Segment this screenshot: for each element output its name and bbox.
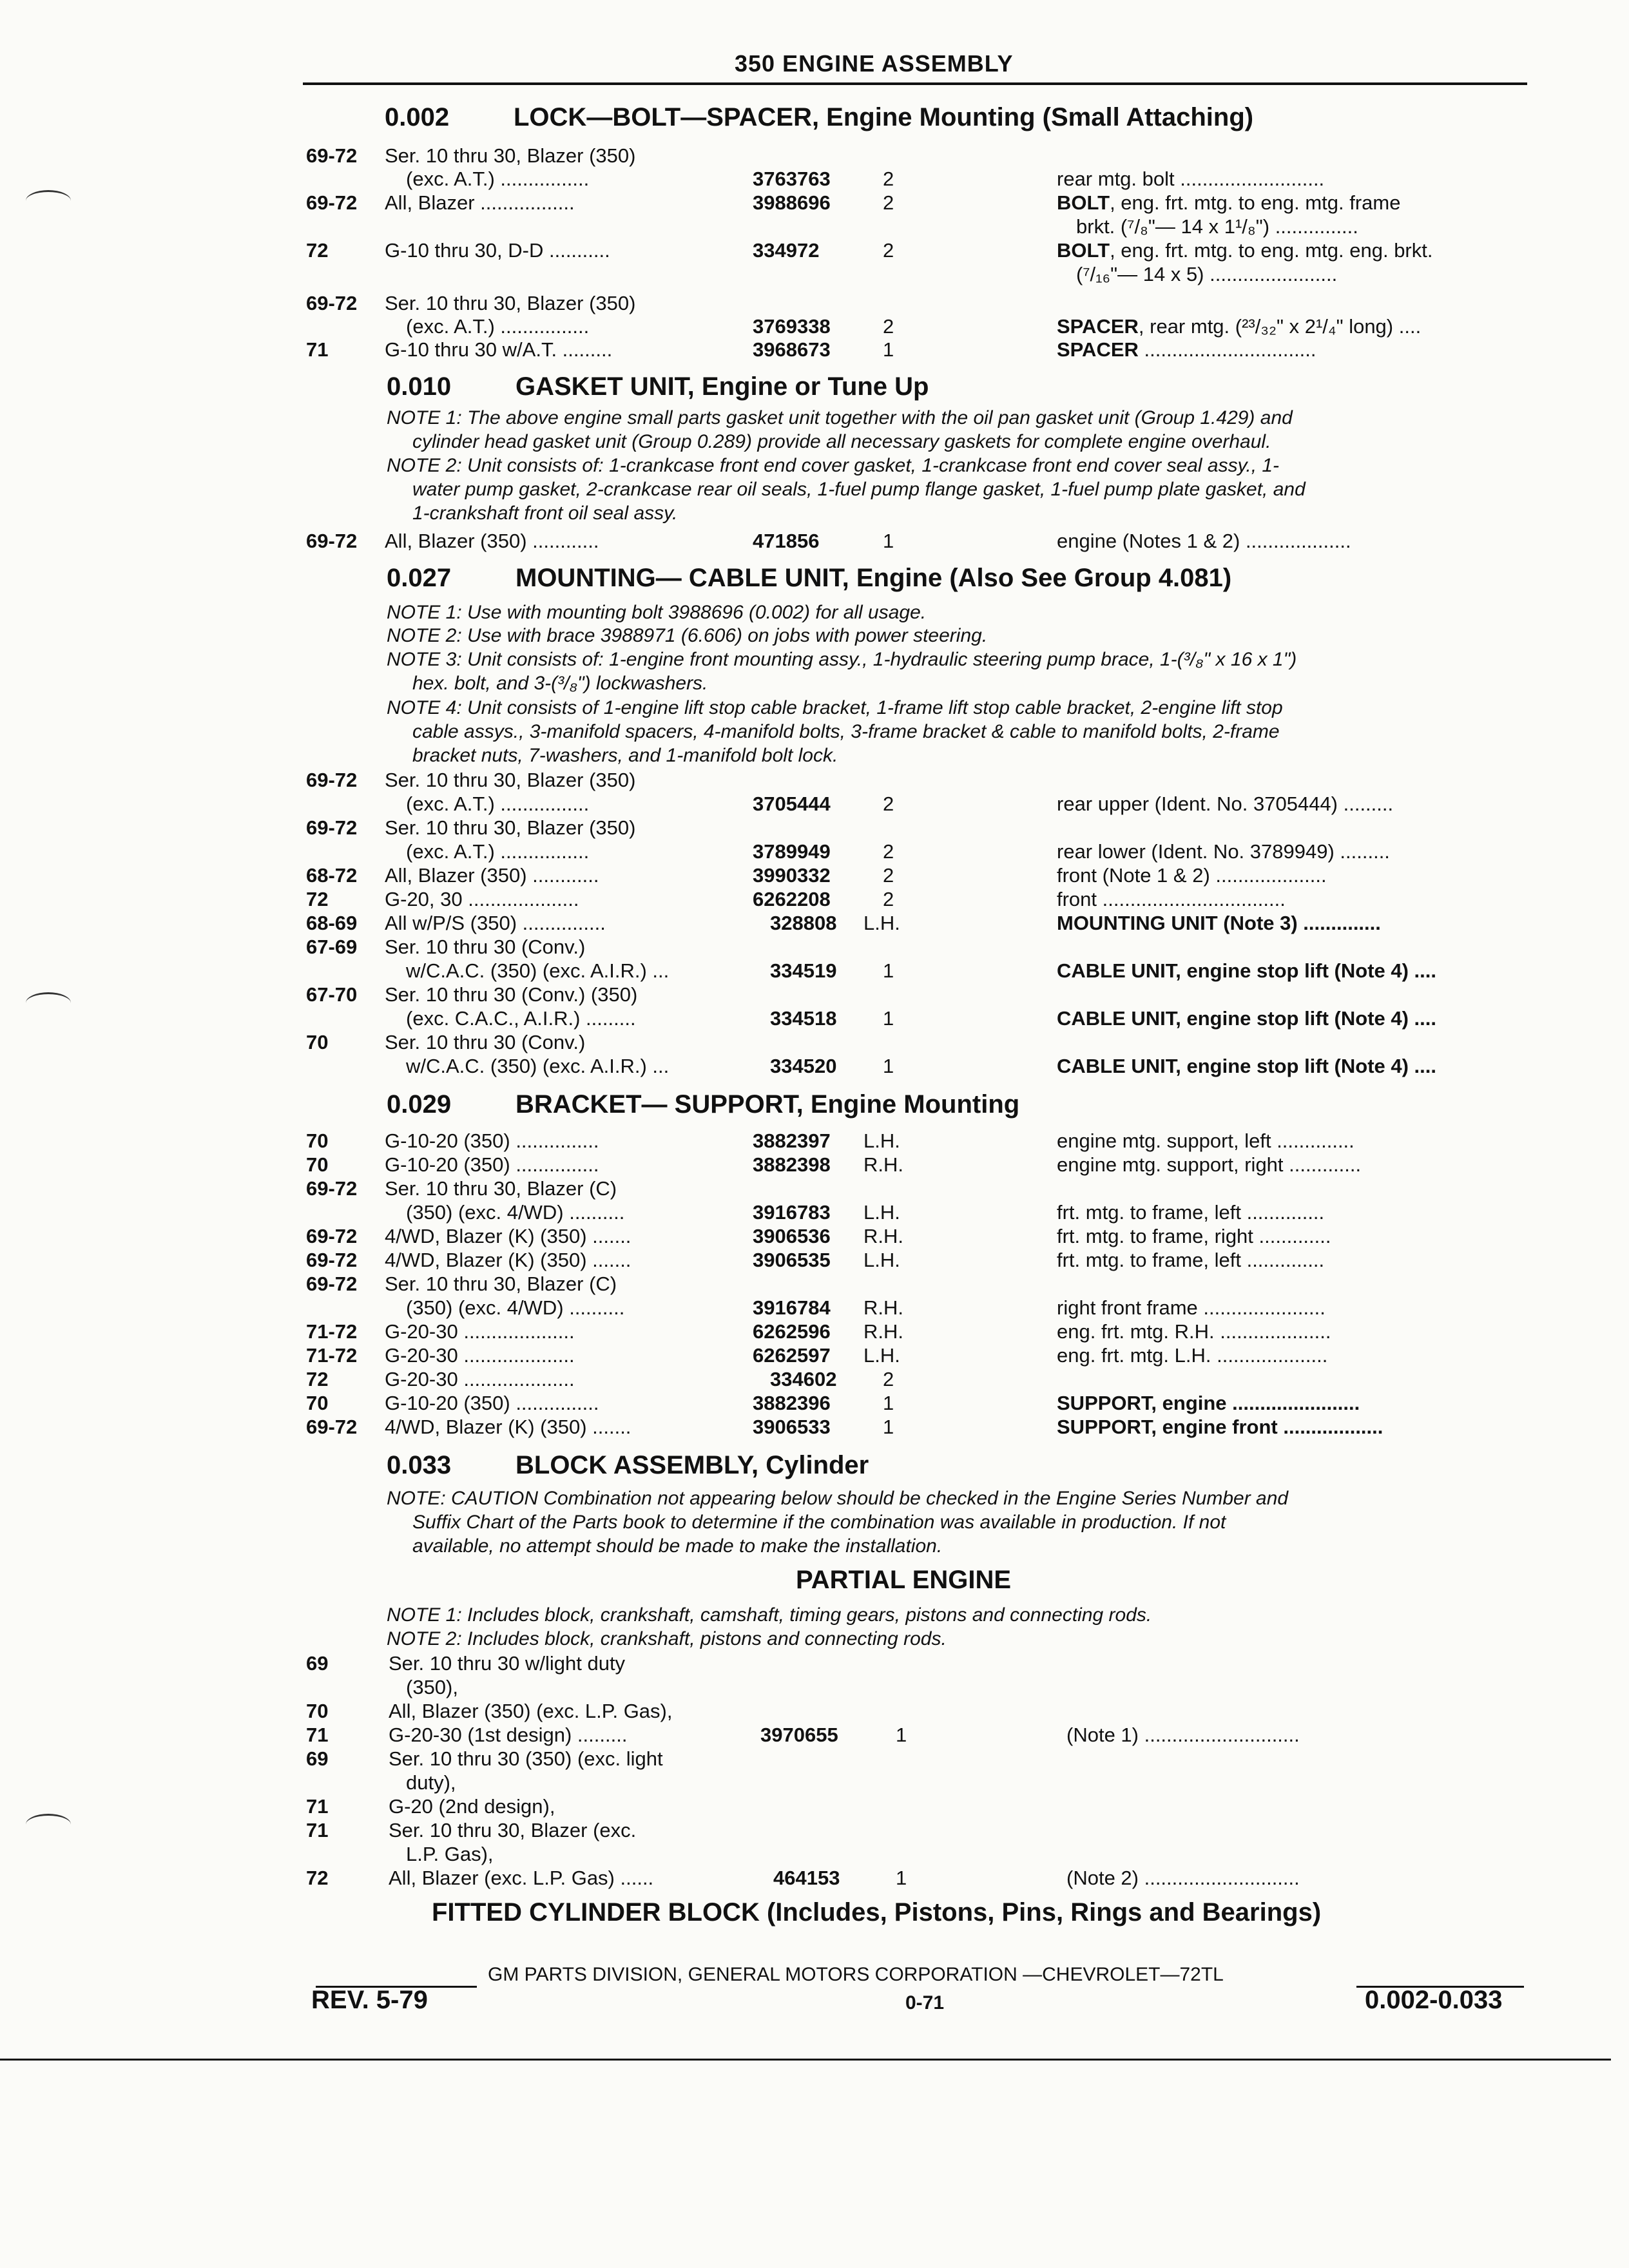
quantity: 1	[883, 1416, 894, 1438]
section-range: 0.002-0.033	[1365, 1986, 1503, 2014]
year: 72	[306, 239, 329, 262]
description: engine (Notes 1 & 2) ...................	[1057, 530, 1351, 552]
application: L.P. Gas),	[406, 1843, 494, 1865]
section-heading	[387, 564, 1231, 593]
year: 69-72	[306, 191, 358, 214]
note-line: NOTE 3: Unit consists of: 1-engine front mounting assy., 1-hydraulic steering pump brace, 1-(³/₈" x 16 x 1")	[387, 649, 1297, 670]
year: 69-72	[306, 1416, 358, 1438]
application: (exc. A.T.) ................	[406, 840, 590, 863]
section-number: 0.029	[387, 1090, 452, 1119]
application: G-20-30 ....................	[385, 1344, 575, 1367]
note-line: NOTE 2: Unit consists of: 1-crankcase front end cover gasket, 1-crankcase front end cover seal assy., 1-	[387, 455, 1280, 476]
section-number: 0.002	[385, 103, 450, 131]
year: 72	[306, 888, 329, 910]
description: CABLE UNIT, engine stop lift (Note 4) ....	[1057, 1055, 1436, 1077]
application: All w/P/S (350) ...............	[385, 912, 606, 934]
year: 69-72	[306, 1249, 358, 1271]
application: Ser. 10 thru 30 (350) (exc. light	[389, 1747, 663, 1770]
part-number: 3882397	[753, 1129, 831, 1152]
part-number: 3882398	[753, 1153, 831, 1176]
fitted-cylinder-heading: FITTED CYLINDER BLOCK (Includes, Pistons, Pins, Rings and Bearings)	[432, 1898, 1322, 1927]
description: BOLT, eng. frt. mtg. to eng. mtg. frame	[1057, 191, 1401, 214]
description: CABLE UNIT, engine stop lift (Note 4) ....	[1057, 1007, 1436, 1030]
note-line: cylinder head gasket unit (Group 0.289) provide all necessary gaskets for complete engine overhaul.	[412, 431, 1271, 452]
quantity: 1	[883, 338, 894, 361]
application: G-20, 30 ....................	[385, 888, 579, 910]
note-line: NOTE 2: Includes block, crankshaft, pistons and connecting rods.	[387, 1628, 947, 1649]
part-number: 6262596	[753, 1320, 831, 1343]
note-line: NOTE 1: The above engine small parts gasket unit together with the oil pan gasket unit (Group 1.429) and	[387, 407, 1293, 428]
note-line: 1-crankshaft front oil seal assy.	[412, 503, 678, 524]
application: G-10 thru 30, D-D ...........	[385, 239, 610, 262]
application: Ser. 10 thru 30 (Conv.)	[385, 1031, 586, 1053]
year: 69-72	[306, 769, 358, 791]
description: frt. mtg. to frame, right .............	[1057, 1225, 1331, 1247]
year: 72	[306, 1368, 329, 1390]
part-number: 334519	[770, 959, 837, 982]
year: 71	[306, 1724, 329, 1746]
part-number: 6262208	[753, 888, 831, 910]
application: Ser. 10 thru 30, Blazer (350)	[385, 292, 636, 314]
part-number: 328808	[770, 912, 837, 934]
description: SUPPORT, engine .......................	[1057, 1392, 1360, 1414]
note-line: available, no attempt should be made to make the installation.	[412, 1535, 943, 1557]
section-title: LOCK—BOLT—SPACER, Engine Mounting (Small Attaching)	[514, 103, 1254, 131]
application: G-10 thru 30 w/A.T. .........	[385, 338, 613, 361]
part-number: 471856	[753, 530, 820, 552]
description: (Note 2) ............................	[1066, 1867, 1300, 1889]
year: 71	[306, 1819, 329, 1841]
year: 69-72	[306, 292, 358, 314]
description: engine mtg. support, right .............	[1057, 1153, 1362, 1176]
application: G-10-20 (350) ...............	[385, 1392, 599, 1414]
part-number: 3763763	[753, 168, 831, 190]
part-number: 3906535	[753, 1249, 831, 1271]
page-title: 350 ENGINE ASSEMBLY	[735, 50, 1014, 77]
year: 70	[306, 1129, 329, 1152]
application: Ser. 10 thru 30 w/light duty	[389, 1652, 626, 1675]
part-number: 3916784	[753, 1296, 831, 1319]
footer-division: GM PARTS DIVISION, GENERAL MOTORS CORPORATION —CHEVROLET—72TL	[488, 1964, 1224, 1985]
application: Ser. 10 thru 30, Blazer (350)	[385, 144, 636, 167]
quantity: 2	[883, 191, 894, 214]
application: w/C.A.C. (350) (exc. A.I.R.) ...	[406, 1055, 670, 1077]
description: SPACER, rear mtg. (²³/₃₂" x 2¹/₄" long) ....	[1057, 315, 1422, 338]
description: brkt. (⁷/₈"— 14 x 1¹/₈") ...............	[1076, 215, 1358, 238]
year: 69	[306, 1747, 329, 1770]
margin-mark	[26, 992, 71, 1014]
year: 67-70	[306, 983, 358, 1006]
description: engine mtg. support, left ..............	[1057, 1129, 1354, 1152]
application: G-20-30 ....................	[385, 1368, 575, 1390]
year: 71	[306, 338, 329, 361]
year: 71	[306, 1795, 329, 1818]
part-number: 3968673	[753, 338, 831, 361]
quantity: 2	[883, 168, 894, 190]
note-line: hex. bolt, and 3-(³/₈") lockwashers.	[412, 673, 708, 694]
application: (350) (exc. 4/WD) ..........	[406, 1296, 625, 1319]
revision-label: REV. 5-79	[311, 1986, 428, 2014]
quantity: 2	[883, 793, 894, 815]
application: 4/WD, Blazer (K) (350) .......	[385, 1416, 631, 1438]
application: (exc. A.T.) ................	[406, 793, 590, 815]
quantity: R.H.	[863, 1225, 903, 1247]
application: (exc. A.T.) ................	[406, 168, 590, 190]
application: (exc. C.A.C., A.I.R.) .........	[406, 1007, 636, 1030]
application: Ser. 10 thru 30, Blazer (exc.	[389, 1819, 637, 1841]
quantity: L.H.	[863, 912, 900, 934]
part-number: 3906533	[753, 1416, 831, 1438]
description: rear mtg. bolt ..........................	[1057, 168, 1325, 190]
quantity: 1	[896, 1724, 907, 1746]
part-number: 3705444	[753, 793, 831, 815]
section-number: 0.027	[387, 564, 452, 592]
year: 67-69	[306, 936, 358, 958]
description: CABLE UNIT, engine stop lift (Note 4) ....	[1057, 959, 1436, 982]
quantity: 1	[883, 1392, 894, 1414]
section-heading	[387, 1090, 1019, 1119]
note-line: cable assys., 3-manifold spacers, 4-manifold bolts, 3-frame bracket & cable to manifold bolts, 2-frame	[412, 721, 1280, 742]
margin-mark	[26, 190, 71, 211]
description: MOUNTING UNIT (Note 3) ..............	[1057, 912, 1381, 934]
note-line: bracket nuts, 7-washers, and 1-manifold bolt lock.	[412, 745, 838, 766]
application: (exc. A.T.) ................	[406, 315, 590, 338]
quantity: L.H.	[863, 1249, 900, 1271]
description: frt. mtg. to frame, left ..............	[1057, 1249, 1325, 1271]
year: 69-72	[306, 1273, 358, 1295]
year: 70	[306, 1392, 329, 1414]
section-title: MOUNTING— CABLE UNIT, Engine (Also See Group 4.081)	[516, 564, 1232, 592]
description: (Note 1) ............................	[1066, 1724, 1300, 1746]
part-number: 334602	[770, 1368, 837, 1390]
part-number: 3906536	[753, 1225, 831, 1247]
section-title: BRACKET— SUPPORT, Engine Mounting	[516, 1090, 1020, 1119]
description: right front frame ......................	[1057, 1296, 1325, 1319]
application: Ser. 10 thru 30, Blazer (C)	[385, 1273, 617, 1295]
quantity: 1	[883, 959, 894, 982]
note-line: NOTE 4: Unit consists of 1-engine lift stop cable bracket, 1-frame lift stop cable bracket, 2-engine lift stop	[387, 697, 1283, 718]
year: 72	[306, 1867, 329, 1889]
section-heading	[385, 103, 1253, 132]
application: All, Blazer (350) ............	[385, 864, 599, 887]
part-number: 3769338	[753, 315, 831, 338]
year: 68-69	[306, 912, 358, 934]
application: G-20-30 ....................	[385, 1320, 575, 1343]
section-heading	[387, 1451, 869, 1480]
year: 69-72	[306, 144, 358, 167]
section-title: GASKET UNIT, Engine or Tune Up	[516, 372, 929, 401]
year: 68-72	[306, 864, 358, 887]
quantity: 2	[883, 1368, 894, 1390]
application: G-20 (2nd design),	[389, 1795, 555, 1818]
part-number: 3882396	[753, 1392, 831, 1414]
description: front .................................	[1057, 888, 1286, 910]
application: Ser. 10 thru 30, Blazer (C)	[385, 1177, 617, 1200]
year: 70	[306, 1700, 329, 1722]
year: 69-72	[306, 1177, 358, 1200]
quantity: 2	[883, 315, 894, 338]
application: (350),	[406, 1676, 458, 1698]
part-number: 3988696	[753, 191, 831, 214]
application: duty),	[406, 1771, 456, 1794]
quantity: 2	[883, 888, 894, 910]
application: 4/WD, Blazer (K) (350) .......	[385, 1249, 631, 1271]
quantity: 1	[883, 530, 894, 552]
quantity: 1	[896, 1867, 907, 1889]
description: rear lower (Ident. No. 3789949) .........	[1057, 840, 1390, 863]
application: w/C.A.C. (350) (exc. A.I.R.) ...	[406, 959, 670, 982]
part-number: 464153	[773, 1867, 840, 1889]
note-line: Suffix Chart of the Parts book to determine if the combination was available in production. If not	[412, 1512, 1226, 1533]
margin-mark	[26, 1814, 71, 1835]
description: eng. frt. mtg. L.H. ....................	[1057, 1344, 1328, 1367]
quantity: R.H.	[863, 1296, 903, 1319]
quantity: 1	[883, 1007, 894, 1030]
application: G-20-30 (1st design) .........	[389, 1724, 628, 1746]
year: 71-72	[306, 1320, 358, 1343]
part-number: 3970655	[760, 1724, 838, 1746]
application: 4/WD, Blazer (K) (350) .......	[385, 1225, 631, 1247]
description: (⁷/₁₆"— 14 x 5) .......................	[1076, 263, 1338, 285]
quantity: 2	[883, 864, 894, 887]
page-number: 0-71	[905, 1992, 945, 2013]
note-line: NOTE 1: Includes block, crankshaft, camshaft, timing gears, pistons and connecting rods.	[387, 1604, 1152, 1626]
part-number: 3916783	[753, 1201, 831, 1224]
application: All, Blazer (350) ............	[385, 530, 599, 552]
quantity: 2	[883, 239, 894, 262]
note-line: water pump gasket, 2-crankcase rear oil seals, 1-fuel pump flange gasket, 1-fuel pump plate gasket, and	[412, 479, 1306, 500]
part-number: 334520	[770, 1055, 837, 1077]
description: frt. mtg. to frame, left ..............	[1057, 1201, 1325, 1224]
application: G-10-20 (350) ...............	[385, 1153, 599, 1176]
application: Ser. 10 thru 30 (Conv.)	[385, 936, 586, 958]
description: front (Note 1 & 2) ....................	[1057, 864, 1327, 887]
header-rule	[303, 82, 1527, 85]
section-number: 0.033	[387, 1451, 452, 1479]
part-number: 334972	[753, 239, 820, 262]
year: 69-72	[306, 816, 358, 839]
application: G-10-20 (350) ...............	[385, 1129, 599, 1152]
application: (350) (exc. 4/WD) ..........	[406, 1201, 625, 1224]
note-line: NOTE 1: Use with mounting bolt 3988696 (0.002) for all usage.	[387, 602, 927, 623]
quantity: 2	[883, 840, 894, 863]
bottom-rule	[0, 2059, 1611, 2061]
year: 70	[306, 1153, 329, 1176]
year: 69-72	[306, 1225, 358, 1247]
part-number: 6262597	[753, 1344, 831, 1367]
quantity: L.H.	[863, 1129, 900, 1152]
year: 69-72	[306, 530, 358, 552]
application: Ser. 10 thru 30, Blazer (350)	[385, 816, 636, 839]
quantity: L.H.	[863, 1201, 900, 1224]
note-line: NOTE 2: Use with brace 3988971 (6.606) on jobs with power steering.	[387, 625, 988, 646]
section-title: BLOCK ASSEMBLY, Cylinder	[516, 1451, 869, 1479]
description: SUPPORT, engine front ..................	[1057, 1416, 1383, 1438]
application: Ser. 10 thru 30 (Conv.) (350)	[385, 983, 638, 1006]
section-heading	[387, 372, 929, 401]
section-number: 0.010	[387, 372, 452, 401]
part-number: 334518	[770, 1007, 837, 1030]
application: All, Blazer (exc. L.P. Gas) ......	[389, 1867, 654, 1889]
year: 69	[306, 1652, 329, 1675]
quantity: L.H.	[863, 1344, 900, 1367]
subheading: PARTIAL ENGINE	[796, 1566, 1012, 1594]
note-line: NOTE: CAUTION Combination not appearing below should be checked in the Engine Series Number and	[387, 1488, 1289, 1509]
quantity: 1	[883, 1055, 894, 1077]
part-number: 3990332	[753, 864, 831, 887]
quantity: R.H.	[863, 1320, 903, 1343]
description: BOLT, eng. frt. mtg. to eng. mtg. eng. brkt.	[1057, 239, 1433, 262]
year: 71-72	[306, 1344, 358, 1367]
description: eng. frt. mtg. R.H. ....................	[1057, 1320, 1331, 1343]
description: rear upper (Ident. No. 3705444) .........	[1057, 793, 1394, 815]
application: Ser. 10 thru 30, Blazer (350)	[385, 769, 636, 791]
year: 70	[306, 1031, 329, 1053]
description: SPACER ...............................	[1057, 338, 1316, 361]
application: All, Blazer .................	[385, 191, 575, 214]
part-number: 3789949	[753, 840, 831, 863]
quantity: R.H.	[863, 1153, 903, 1176]
application: All, Blazer (350) (exc. L.P. Gas),	[389, 1700, 673, 1722]
